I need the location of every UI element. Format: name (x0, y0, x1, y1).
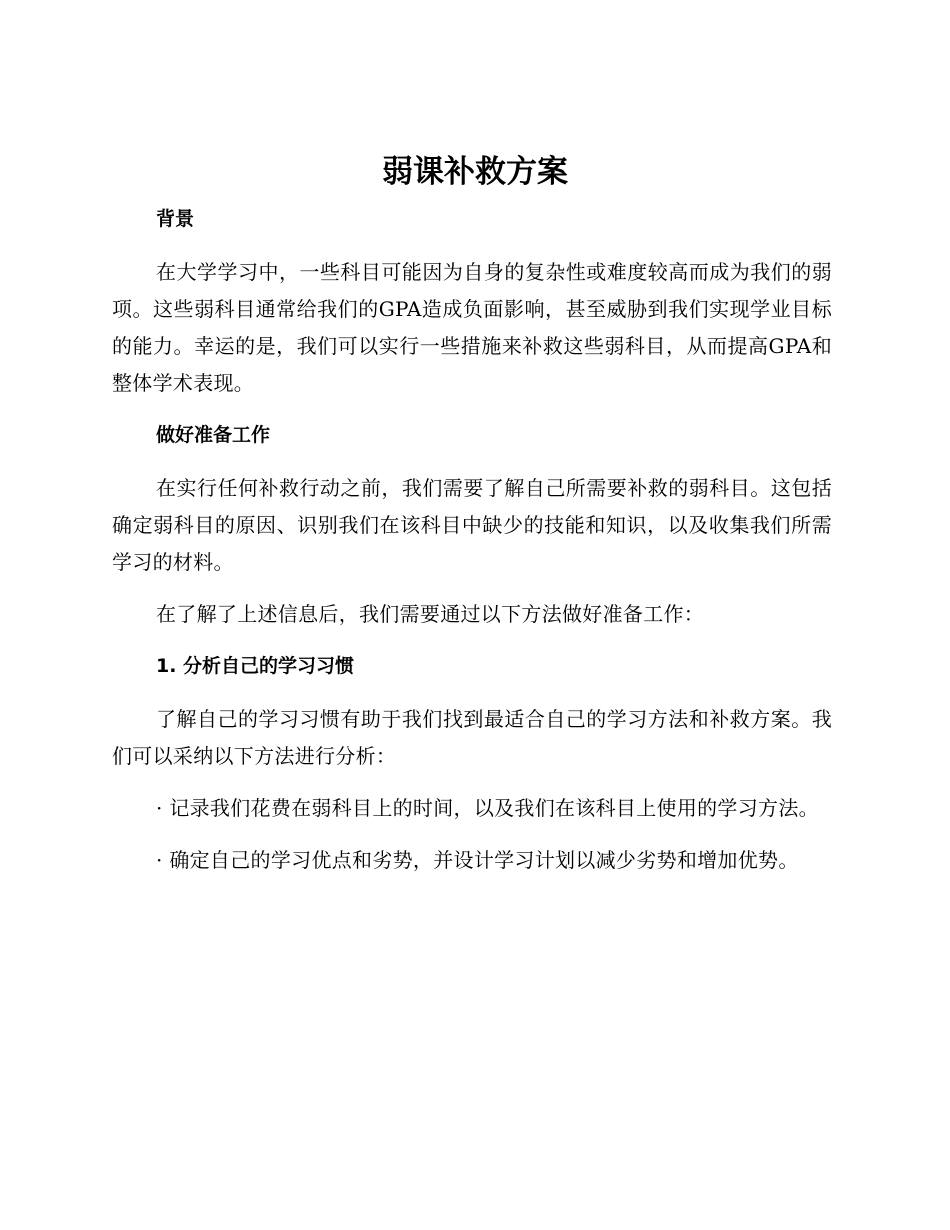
paragraph-analyze-habits: 了解自己的学习习惯有助于我们找到最适合自己的学习方法和补救方案。我们可以采纳以下方法进行分析： (112, 707, 832, 768)
document-body (112, 201, 832, 879)
paragraph-preparation: 在实行任何补救行动之前，我们需要了解自己所需要补救的弱科目。这包括确定弱科目的原因、识别我们在该科目中缺少的技能和知识，以及收集我们所需学习的材料。 (112, 476, 832, 574)
paragraph-background: 在大学学习中，一些科目可能因为自身的复杂性或难度较高而成为我们的弱项。这些弱科目通常给我们的GPA造成负面影响，甚至威胁到我们实现学业目标的能力。幸运的是，我们可以实行一些措施来补救这些弱科目，从而提高GPA和整体学术表现。 (112, 260, 832, 395)
bullet-item-strengths-weaknesses: · 确定自己的学习优点和劣势，并设计学习计划以减少劣势和增加优势。 (156, 848, 799, 872)
bullet-item-record-time: · 记录我们花费在弱科目上的时间，以及我们在该科目上使用的学习方法。 (156, 796, 819, 820)
section-heading-analyze-habits: 1. 分析自己的学习习惯 (156, 655, 355, 677)
section-heading-preparation: 做好准备工作 (156, 424, 271, 446)
document-title: 弱课补救方案 (382, 154, 568, 190)
paragraph-methods-intro: 在了解了上述信息后，我们需要通过以下方法做好准备工作： (156, 602, 705, 626)
section-heading-background: 背景 (156, 208, 195, 230)
